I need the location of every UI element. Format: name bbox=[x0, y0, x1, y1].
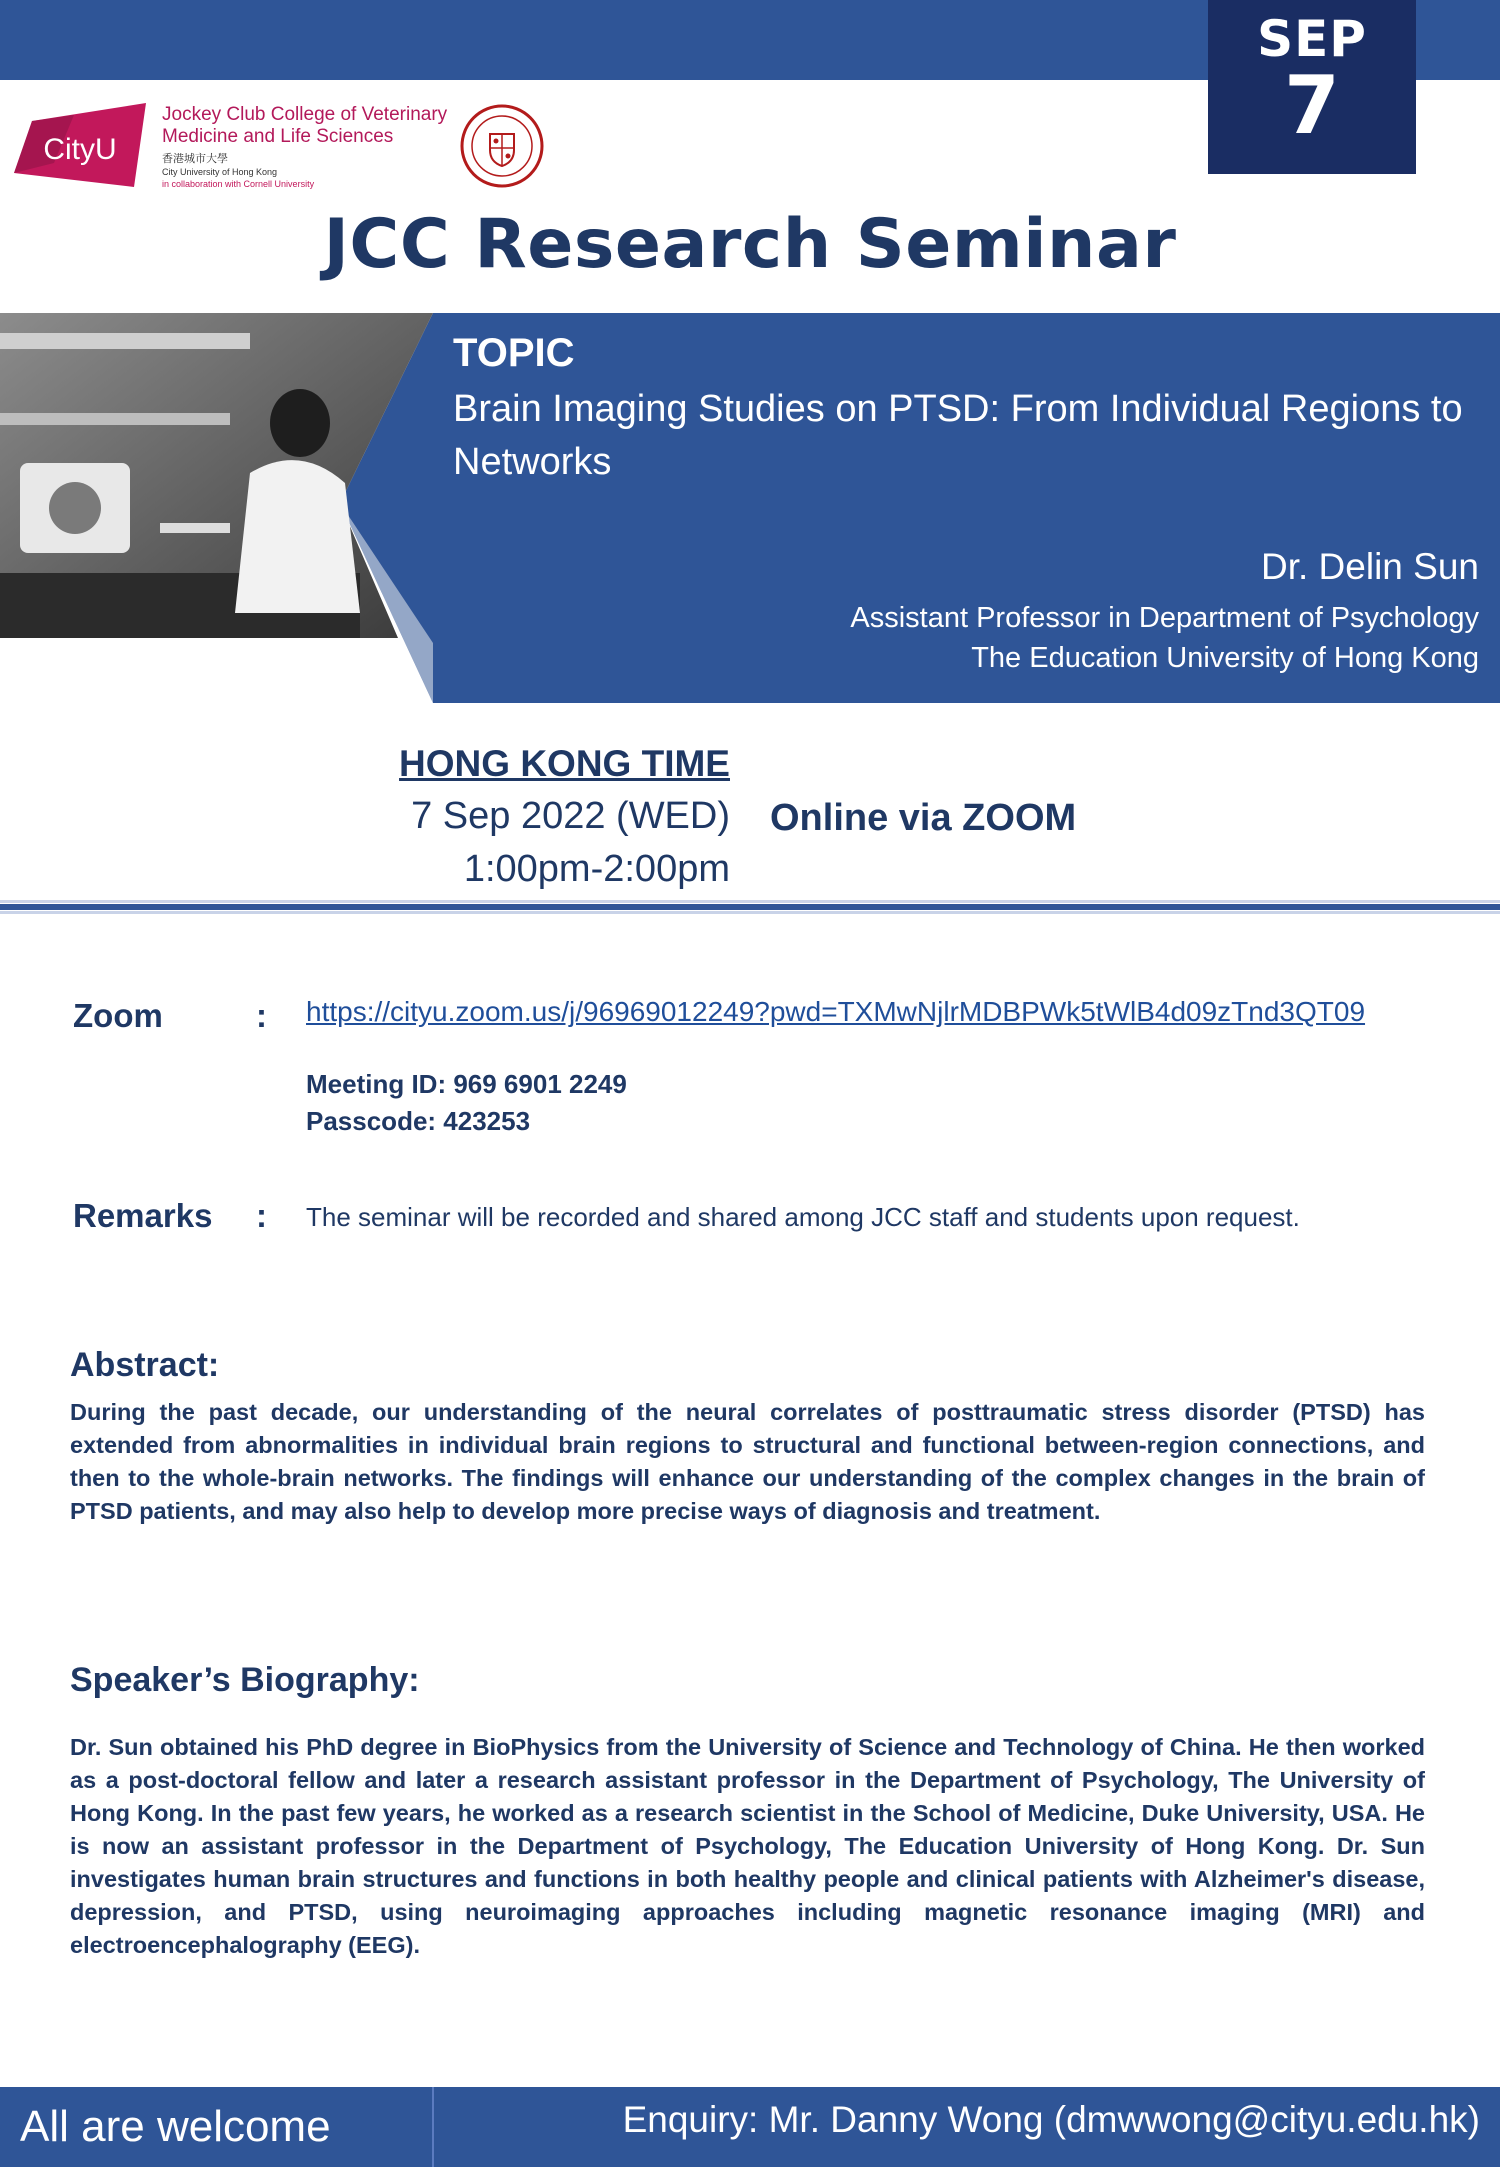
college-collaboration-note: in collaboration with Cornell University bbox=[162, 179, 315, 189]
event-time: 1:00pm-2:00pm bbox=[463, 848, 730, 890]
cityu-logo-text: CityU bbox=[43, 133, 117, 166]
section-divider bbox=[0, 900, 1500, 916]
zoom-colon: : bbox=[256, 997, 267, 1034]
college-name-chinese: 香港城市大學 bbox=[162, 153, 228, 165]
topic-label: TOPIC bbox=[453, 331, 575, 375]
date-day: 7 bbox=[1284, 59, 1340, 152]
lab-scientist-photo bbox=[0, 313, 440, 638]
remarks-label: Remarks bbox=[73, 1197, 213, 1234]
biography-body: Dr. Sun obtained his PhD degree in BioPhysics from the University of Science and Technology of China. He then worked as a post-doctoral fellow and later a research assistant professor in the Department of Psychology, The University of Hong Kong. In the past few years, he worked as a research scientist in the School of Medicine, Duke University, USA. He is now an assistant professor in the Department of Psychology, The Education University of Hong Kong. Dr. Sun investigates human brain structures and functions in both healthy people and clinical patients with Alzheimer's disease, depression, and PTSD, using neuroimaging approaches including magnetic resonance imaging (MRI) and electroencephalography (EEG). bbox=[70, 1734, 1425, 1958]
speaker-name: Dr. Delin Sun bbox=[1261, 546, 1479, 587]
meeting-id: Meeting ID: 969 6901 2249 bbox=[306, 1069, 627, 1099]
college-name-line1: Jockey Club College of Veterinary bbox=[162, 104, 448, 125]
abstract-body: During the past decade, our understanding of the neural correlates of posttraumatic stress disorder (PTSD) has extended from abnormalities in individual brain regions to structural and functional between-region connections, and then to the whole-brain networks. The findings will enhance our understanding of the complex changes in the brain of PTSD patients, and may also help to develop more precise ways of diagnosis and treatment. bbox=[70, 1399, 1425, 1524]
passcode: Passcode: 423253 bbox=[306, 1106, 531, 1136]
page-title: JCC Research Seminar bbox=[323, 205, 1177, 284]
footer-enquiry: Enquiry: Mr. Danny Wong (dmwwong@cityu.edu.hk) bbox=[622, 2099, 1480, 2140]
footer-divider bbox=[432, 2087, 434, 2167]
date-month: SEP bbox=[1257, 10, 1367, 68]
remarks-text: The seminar will be recorded and shared among JCC staff and students upon request. bbox=[306, 1202, 1300, 1232]
event-venue: Online via ZOOM bbox=[770, 797, 1077, 839]
speaker-organization: The Education University of Hong Kong bbox=[971, 642, 1479, 674]
cityu-logo bbox=[14, 103, 146, 187]
biography-heading: Speaker’s Biography: bbox=[70, 1661, 420, 1699]
date-badge bbox=[1208, 0, 1416, 174]
zoom-label: Zoom bbox=[73, 997, 163, 1034]
time-heading: HONG KONG TIME bbox=[399, 743, 730, 784]
footer-welcome: All are welcome bbox=[20, 2102, 331, 2151]
topic-title: Brain Imaging Studies on PTSD: From Individual Regions to Networks bbox=[453, 388, 1463, 483]
zoom-link[interactable]: https://cityu.zoom.us/j/96969012249?pwd=TXMwNjlrMDBPWk5tWlB4d09zTnd3QT09 bbox=[306, 996, 1366, 1027]
remarks-colon: : bbox=[256, 1197, 267, 1234]
schedule-block bbox=[290, 738, 730, 896]
event-date: 7 Sep 2022 (WED) bbox=[411, 795, 730, 837]
speaker-role: Assistant Professor in Department of Psychology bbox=[850, 602, 1479, 634]
cornell-seal-icon bbox=[460, 104, 544, 188]
abstract-heading: Abstract: bbox=[70, 1346, 220, 1384]
topic-banner bbox=[0, 313, 1500, 703]
college-name bbox=[162, 104, 462, 190]
college-university-name: City University of Hong Kong bbox=[162, 167, 278, 177]
college-name-line2: Medicine and Life Sciences bbox=[162, 126, 394, 147]
